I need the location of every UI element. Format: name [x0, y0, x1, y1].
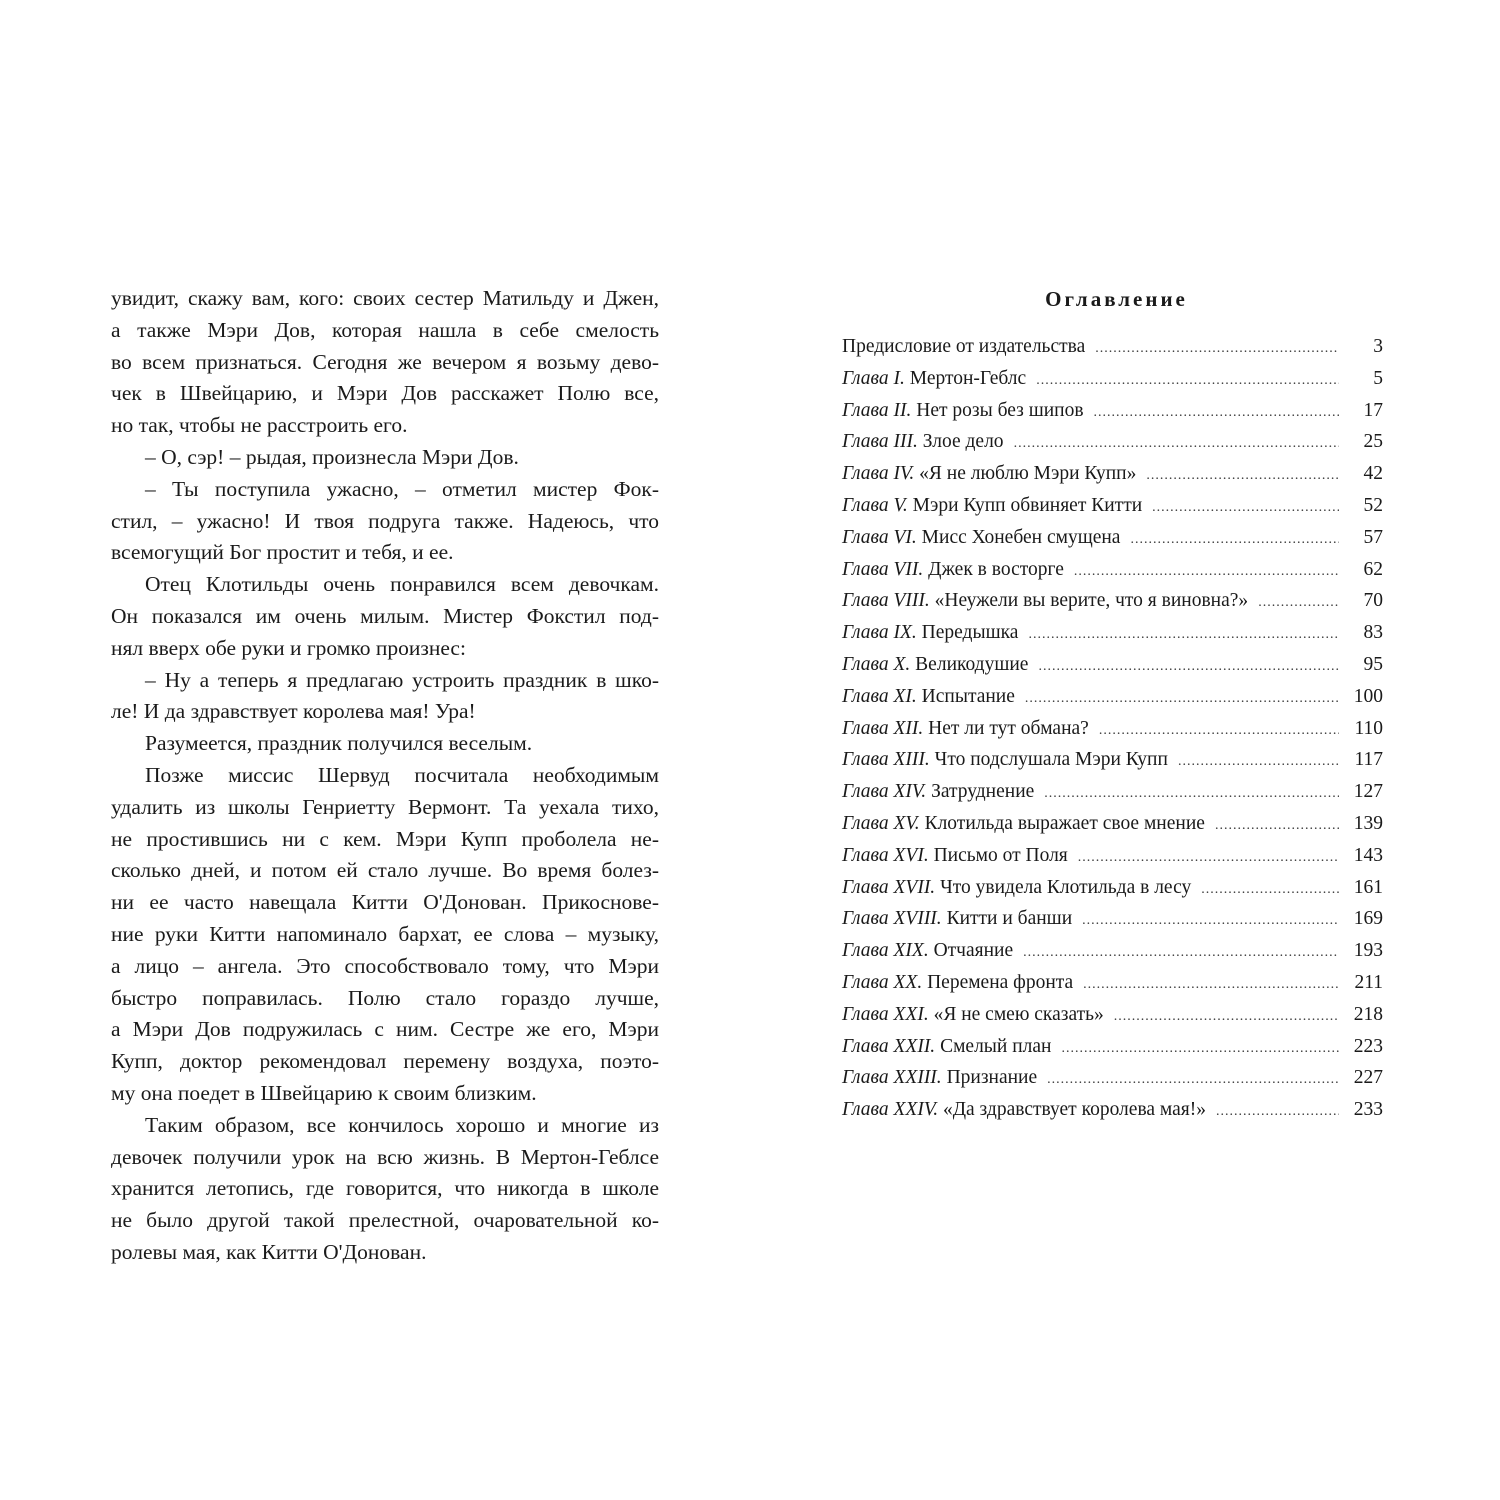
- toc-dot-leader: [1038, 651, 1339, 683]
- toc-entry-text: [842, 872, 1191, 904]
- toc-chapter-number: Глава VII.: [842, 558, 924, 580]
- text-line: а также Мэри Дов, которая нашла в себе смелость: [111, 317, 659, 342]
- toc-chapter-number: Глава IV.: [842, 463, 915, 485]
- toc-chapter-title: Смелый план: [940, 1035, 1052, 1057]
- toc-dot-leader: [1095, 333, 1339, 365]
- toc-chapter-number: Глава XXI.: [842, 1003, 929, 1025]
- toc-chapter-number: Глава V.: [842, 494, 908, 516]
- toc-entry-text: [842, 1094, 1206, 1126]
- toc-chapter-number: Глава XVIII.: [842, 908, 942, 930]
- toc-dot-leader: [1215, 810, 1339, 842]
- toc-page-number: 62: [1363, 558, 1383, 580]
- toc-chapter-title: Великодушие: [915, 653, 1029, 675]
- toc-entry-text: [842, 744, 1168, 776]
- toc-chapter-number: Глава XXIV.: [842, 1099, 939, 1121]
- text-line: а лицо – ангела. Это способствовало тому, что Мэри: [111, 953, 659, 978]
- toc-dot-leader: [1178, 746, 1339, 778]
- toc-entry: [842, 967, 1383, 999]
- toc-page-number: 143: [1353, 844, 1383, 866]
- toc-chapter-title: Признание: [946, 1067, 1038, 1089]
- text-line: нял вверх обе руки и громко произнес:: [111, 635, 466, 660]
- toc-entry: [842, 808, 1383, 840]
- toc-chapter-number: Глава VIII.: [842, 590, 930, 612]
- toc-page-number: 117: [1354, 749, 1383, 771]
- toc-chapter-title: Джек в восторге: [928, 558, 1064, 580]
- toc-chapter-number: Глава IX.: [842, 622, 917, 644]
- toc-chapter-number: Глава XXIII.: [842, 1067, 942, 1089]
- text-line: девочек получили урок на всю жизнь. В Мертон-Геблсе: [111, 1144, 659, 1169]
- toc-page-number: 3: [1373, 336, 1383, 357]
- toc-entry-text: [842, 585, 1248, 617]
- toc-dot-leader: [1216, 1096, 1339, 1128]
- toc-entry: [842, 935, 1383, 967]
- text-line: а Мэри Дов подружилась с ним. Сестре же его, Мэри: [111, 1017, 659, 1042]
- text-line: Купп, доктор рекомендовал перемену воздуха, поэто-: [111, 1049, 659, 1074]
- toc-dot-leader: [1146, 460, 1339, 492]
- text-line: но так, чтобы не расстроить его.: [111, 413, 408, 438]
- toc-entry: [842, 554, 1383, 586]
- text-line: увидит, скажу вам, кого: своих сестер Матильду и Джен,: [111, 286, 659, 310]
- toc-entry-text: [842, 681, 1015, 713]
- toc-entry: [842, 585, 1383, 617]
- toc-chapter-number: Глава VI.: [842, 526, 917, 548]
- toc-page-number: 223: [1353, 1035, 1383, 1057]
- toc-entry: [842, 331, 1383, 363]
- toc-chapter-number: Глава II.: [842, 399, 912, 421]
- toc-entry: [842, 713, 1383, 745]
- toc-entry-text: [842, 713, 1089, 745]
- text-line: – Ну а теперь я предлагаю устроить праздник в шко-: [145, 667, 659, 692]
- text-line: ле! И да здравствует королева мая! Ура!: [111, 699, 476, 724]
- text-line: не простившись ни с кем. Мэри Купп проболела не-: [111, 826, 659, 851]
- toc-dot-leader: [1083, 969, 1339, 1001]
- toc-chapter-title: Испытание: [921, 685, 1015, 707]
- text-line: ние руки Китти напоминало бархат, ее слова – музыку,: [111, 921, 659, 946]
- toc-chapter-title: Нет розы без шипов: [916, 399, 1084, 421]
- toc-page-number: 233: [1353, 1099, 1383, 1121]
- toc-page-number: 42: [1363, 463, 1383, 485]
- toc-dot-leader: [1014, 428, 1339, 460]
- toc-entry: [842, 395, 1383, 427]
- toc-entry: [842, 903, 1383, 935]
- toc-dot-leader: [1099, 715, 1339, 747]
- toc-dot-leader: [1130, 524, 1339, 556]
- toc-chapter-title: Мисс Хонебен смущена: [921, 526, 1121, 548]
- toc-entry: [842, 1062, 1383, 1094]
- table-of-contents: [842, 282, 1383, 1126]
- toc-entry-text: [842, 458, 1136, 490]
- toc-entry: [842, 744, 1383, 776]
- toc-entry: [842, 426, 1383, 458]
- toc-entry-text: [842, 617, 1018, 649]
- toc-entry: [842, 458, 1383, 490]
- toc-chapter-title: «Я не люблю Мэри Купп»: [919, 463, 1137, 485]
- toc-chapter-number: Глава XIV.: [842, 781, 927, 803]
- text-line: ни ее часто навещала Китти О'Донован. Прикоснове-: [111, 890, 659, 915]
- toc-page-number: 127: [1353, 781, 1383, 803]
- toc-chapter-title: Клотильда выражает свое мнение: [924, 812, 1205, 834]
- left-page-text: [111, 283, 659, 1269]
- toc-entry-text: [842, 808, 1205, 840]
- toc-chapter-title: «Я не смею сказать»: [933, 1003, 1104, 1025]
- toc-entry-text: [842, 554, 1064, 586]
- toc-entry-text: [842, 1062, 1037, 1094]
- text-line: удалить из школы Генриетту Вермонт. Та уехала тихо,: [111, 794, 659, 819]
- toc-page-number: 5: [1373, 367, 1383, 389]
- toc-chapter-title: Перемена фронта: [927, 971, 1074, 993]
- toc-entry-text: [842, 395, 1084, 427]
- toc-dot-leader: [1114, 1001, 1339, 1033]
- toc-chapter-number: Глава III.: [842, 431, 918, 453]
- toc-chapter-title: «Да здравствует королева мая!»: [942, 1099, 1206, 1121]
- toc-chapter-title: Китти и банши: [946, 908, 1073, 930]
- toc-entry: [842, 363, 1383, 395]
- toc-entry-text: [842, 840, 1068, 872]
- toc-chapter-number: Глава X.: [842, 653, 911, 675]
- toc-dot-leader: [1094, 397, 1339, 429]
- toc-dot-leader: [1201, 874, 1339, 906]
- toc-dot-leader: [1074, 556, 1339, 588]
- toc-chapter-title: Нет ли тут обмана?: [928, 717, 1089, 739]
- toc-entry-text: [842, 522, 1120, 554]
- toc-chapter-number: Глава XIX.: [842, 940, 929, 962]
- toc-chapter-number: Глава XIII.: [842, 749, 930, 771]
- text-line: – О, сэр! – рыдая, произнесла Мэри Дов.: [145, 444, 519, 469]
- toc-page-number: 211: [1354, 971, 1383, 993]
- toc-chapter-title: Затруднение: [931, 781, 1035, 803]
- toc-page-number: 139: [1353, 812, 1383, 834]
- toc-dot-leader: [1082, 905, 1339, 937]
- toc-entry: [842, 617, 1383, 649]
- toc-chapter-number: Глава XVII.: [842, 876, 936, 898]
- toc-entry: [842, 999, 1383, 1031]
- toc-chapter-title: Предисловие от издательства: [842, 336, 1086, 357]
- toc-dot-leader: [1047, 1064, 1339, 1096]
- toc-entry: [842, 1031, 1383, 1063]
- toc-chapter-title: Мертон-Геблс: [909, 367, 1027, 389]
- text-line: му она поедет в Швейцарию к своим близким.: [111, 1080, 537, 1105]
- toc-page-number: 95: [1363, 653, 1383, 675]
- toc-dot-leader: [1023, 937, 1339, 969]
- toc-chapter-number: Глава XII.: [842, 717, 924, 739]
- text-line: ролевы мая, как Китти О'Донован.: [111, 1239, 427, 1264]
- toc-entry-text: [842, 490, 1142, 522]
- toc-dot-leader: [1061, 1033, 1339, 1065]
- toc-entry: [842, 840, 1383, 872]
- toc-dot-leader: [1078, 842, 1339, 874]
- toc-dot-leader: [1258, 587, 1339, 619]
- toc-page-number: 161: [1353, 876, 1383, 898]
- toc-page-number: 100: [1353, 685, 1383, 707]
- toc-chapter-title: Злое дело: [922, 431, 1004, 453]
- toc-dot-leader: [1028, 619, 1339, 651]
- toc-page-number: 17: [1363, 399, 1383, 421]
- toc-entry-text: [842, 967, 1073, 999]
- toc-chapter-title: Что увидела Клотильда в лесу: [940, 876, 1192, 898]
- toc-page-number: 25: [1363, 431, 1383, 453]
- text-line: – Ты поступила ужасно, – отметил мистер Фок-: [145, 476, 659, 501]
- text-line: Позже миссис Шервуд посчитала необходимым: [145, 762, 659, 787]
- toc-chapter-number: Глава XV.: [842, 812, 920, 834]
- toc-entry: [842, 872, 1383, 904]
- text-line: хранится летопись, где говорится, что никогда в школе: [111, 1176, 659, 1201]
- toc-page-number: 193: [1353, 940, 1383, 962]
- toc-entry: [842, 490, 1383, 522]
- toc-entry: [842, 776, 1383, 808]
- toc-page-number: 110: [1354, 717, 1383, 739]
- toc-chapter-title: Отчаяние: [933, 940, 1014, 962]
- toc-entry-text: [842, 363, 1026, 395]
- text-line: Таким образом, все кончилось хорошо и многие из: [145, 1112, 659, 1137]
- toc-chapter-title: Письмо от Поля: [933, 844, 1068, 866]
- text-line: во всем признаться. Сегодня же вечером я возьму дево-: [111, 349, 659, 374]
- toc-entry-text: [842, 776, 1034, 808]
- toc-entry-text: [842, 935, 1013, 967]
- toc-chapter-number: Глава XI.: [842, 685, 917, 707]
- toc-entry: [842, 681, 1383, 713]
- toc-chapter-title: «Неужели вы верите, что я виновна?»: [934, 590, 1249, 612]
- toc-page-number: 218: [1353, 1003, 1383, 1025]
- toc-title: Оглавление: [1045, 287, 1188, 311]
- text-line: стил, – ужасно! И твоя подруга также. Надеюсь, что: [111, 508, 659, 533]
- toc-chapter-number: Глава XXII.: [842, 1035, 936, 1057]
- toc-entry: [842, 522, 1383, 554]
- toc-chapter-number: Глава I.: [842, 367, 905, 389]
- toc-entry: [842, 649, 1383, 681]
- toc-dot-leader: [1036, 365, 1339, 397]
- toc-entry-text: [842, 649, 1028, 681]
- toc-entry: [842, 1094, 1383, 1126]
- toc-page-number: 57: [1363, 526, 1383, 548]
- text-line: быстро поправилась. Полю стало гораздо лучше,: [111, 985, 659, 1010]
- text-line: чек в Швейцарию, и Мэри Дов расскажет Полю все,: [111, 381, 659, 406]
- text-line: Разумеется, праздник получился веселым.: [145, 731, 533, 756]
- toc-chapter-title: Мэри Купп обвиняет Китти: [912, 494, 1143, 516]
- toc-entry-text: [842, 903, 1072, 935]
- text-line: всемогущий Бог простит и тебя, и ее.: [111, 540, 454, 565]
- toc-entry-text: [842, 1031, 1051, 1063]
- toc-entry-text: [842, 331, 1085, 363]
- toc-dot-leader: [1152, 492, 1339, 524]
- toc-dot-leader: [1025, 683, 1339, 715]
- toc-page-number: 83: [1363, 622, 1383, 644]
- toc-page-number: 169: [1353, 908, 1383, 930]
- toc-entry-text: [842, 999, 1104, 1031]
- toc-chapter-number: Глава XVI.: [842, 844, 929, 866]
- text-line: Отец Клотильды очень понравился всем девочкам.: [145, 572, 659, 597]
- toc-list: [842, 331, 1383, 1126]
- text-line: не было другой такой прелестной, очаровательной ко-: [111, 1208, 659, 1233]
- toc-chapter-title: Что подслушала Мэри Купп: [934, 749, 1168, 771]
- toc-entry-text: [842, 426, 1004, 458]
- toc-page-number: 52: [1363, 494, 1383, 516]
- toc-dot-leader: [1044, 778, 1339, 810]
- toc-chapter-title: Передышка: [921, 622, 1019, 644]
- toc-page-number: 227: [1353, 1067, 1383, 1089]
- toc-chapter-number: Глава XX.: [842, 971, 923, 993]
- text-line: сколько дней, и потом ей стало лучше. Во время болез-: [111, 858, 659, 883]
- text-line: Он показался им очень милым. Мистер Фокстил под-: [111, 603, 659, 628]
- toc-page-number: 70: [1363, 590, 1383, 612]
